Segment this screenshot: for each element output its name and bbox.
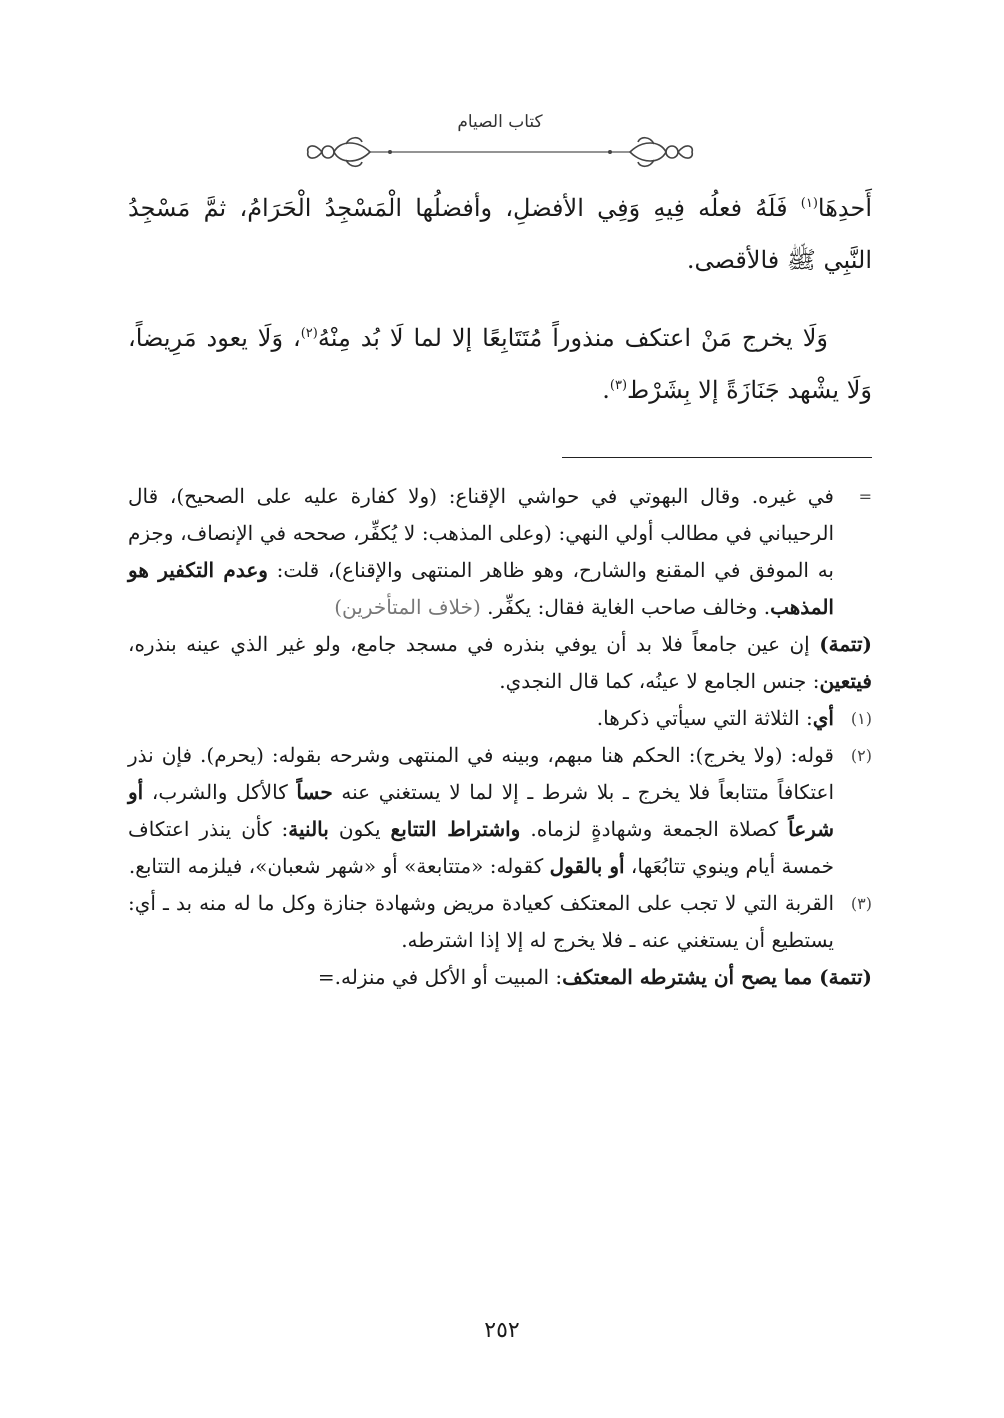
note-bold-run: أو بالقول (549, 854, 625, 878)
footnote-number-3: (٣) (850, 894, 872, 913)
footnote-number-2: (٢) (850, 746, 872, 765)
main-text-run: فَلَهُ فعلُه فِيهِ وَفِي الأفضلِ، وأفضلُها الْمَسْجِدُ الْحَرَامُ، ثمَّ مَسْجِدُ النَّبِي ﷺ فالأقصى. (128, 194, 872, 274)
continuation-marker: = (858, 487, 872, 506)
main-paragraph-1 (128, 182, 872, 286)
footnotes (128, 478, 872, 996)
note-bold-run: أو شرعاً (128, 780, 834, 841)
main-paragraph-2 (128, 312, 872, 416)
main-text (128, 182, 872, 416)
note-text-run: قوله: (ولا يخرج): الحكم هنا مبهم، وبينه في المنتهى وشرحه بقوله: (يحرم). فإن نذر اعتكافاً متتابعاً فلا يخرج ـ بلا شرط ـ إلا لما لا يستغني عنه (128, 743, 835, 804)
footnote-1 (128, 700, 872, 737)
page-number: ٢٥٢ (484, 1318, 520, 1343)
header-title: كتاب الصيام (457, 112, 543, 132)
footnote-divider (562, 457, 872, 458)
tatimma-note-2 (128, 959, 872, 996)
main-text-run: أَحدِهَا (817, 194, 872, 222)
main-text-run: وَلَا يخرج مَنْ اعتكف منذوراً مُتَتَابِعًا إلا لما لَا بُد مِنْهُ (317, 324, 828, 352)
note-bold-run: حساً (296, 780, 333, 804)
footnote-3 (128, 885, 872, 959)
note-text-run: . وخالف صاحب الغاية فقال: يكفِّر. (480, 595, 771, 619)
note-bold-run: فيتعين (819, 669, 872, 693)
header-ornament (300, 132, 700, 172)
note-text-run: كالأكل والشرب، (143, 780, 297, 804)
note-text-run: : المبيت أو الأكل في منزله.= (317, 965, 563, 989)
note-bold-run: أي (812, 706, 834, 730)
footnote-2 (128, 737, 872, 885)
footnote-ref-2[interactable]: (٢) (300, 326, 318, 341)
note-bold-run: (تتمة) مما يصح أن يشترطه المعتكف (562, 965, 872, 989)
note-text-run: في غيره. وقال البهوتي في حواشي الإقناع: (ولا كفارة عليه على الصحيح)، قال الرحيباني في مطالب أولي النهي: (وعلى المذهب: لا يُكفِّر، صححه في الإنصاف، وجزم به الموفق في المقنع والشارح، وهو ظاهر المنتهى والإقناع)، قلت: (128, 484, 834, 582)
note-text-run: يكون (328, 817, 391, 841)
main-text-run: . (602, 376, 610, 404)
tatimma-note-1 (128, 626, 872, 700)
note-bold-run: واشتراط التتابع (390, 817, 521, 841)
note-grey-run: (خلاف المتأخرين) (334, 595, 481, 619)
note-bold-run: بالنية (288, 817, 329, 841)
footnote-number-1: (١) (850, 709, 872, 728)
note-text-run: : كأن ينذر اعتكاف خمسة أيام وينوي تتابُعَها، (128, 817, 834, 878)
running-header (300, 112, 700, 172)
main-text-run: ، وَلَا يعود مَرِيضاً، وَلَا يشْهد جَنَازَةً إلا بِشَرْط (128, 324, 872, 404)
footnote-ref-1[interactable]: (١) (800, 196, 818, 211)
note-text-run: : الثلاثة التي سيأتي ذكرها. (596, 706, 813, 730)
note-text-run: إن عين جامعاً فلا بد أن يوفي بنذره في مسجد جامع، ولو غير الذي عينه بنذره، (128, 632, 820, 656)
footnote-ref-3[interactable]: (٣) (609, 378, 628, 393)
footnote-continuation (128, 478, 872, 626)
note-text-run: كقوله: «متتابعة» أو «شهر شعبان»، فيلزمه التتابع. (128, 854, 550, 878)
note-bold-run: (تتمة) (819, 632, 872, 656)
note-text-run: : جنس الجامع لا عينُه، كما قال النجدي. (499, 669, 820, 693)
note-text-run: كصلاة الجمعة وشهادةٍ لزماه. (520, 817, 789, 841)
note-bold-run: وعدم التكفير هو المذهب (128, 558, 834, 619)
note-text-run: القربة التي لا تجب على المعتكف كعيادة مريض وشهادة جنازة وكل ما له منه بد ـ أي: يستطيع أن يستغني عنه ـ فلا يخرج له إلا إذا اشترطه. (128, 891, 834, 952)
